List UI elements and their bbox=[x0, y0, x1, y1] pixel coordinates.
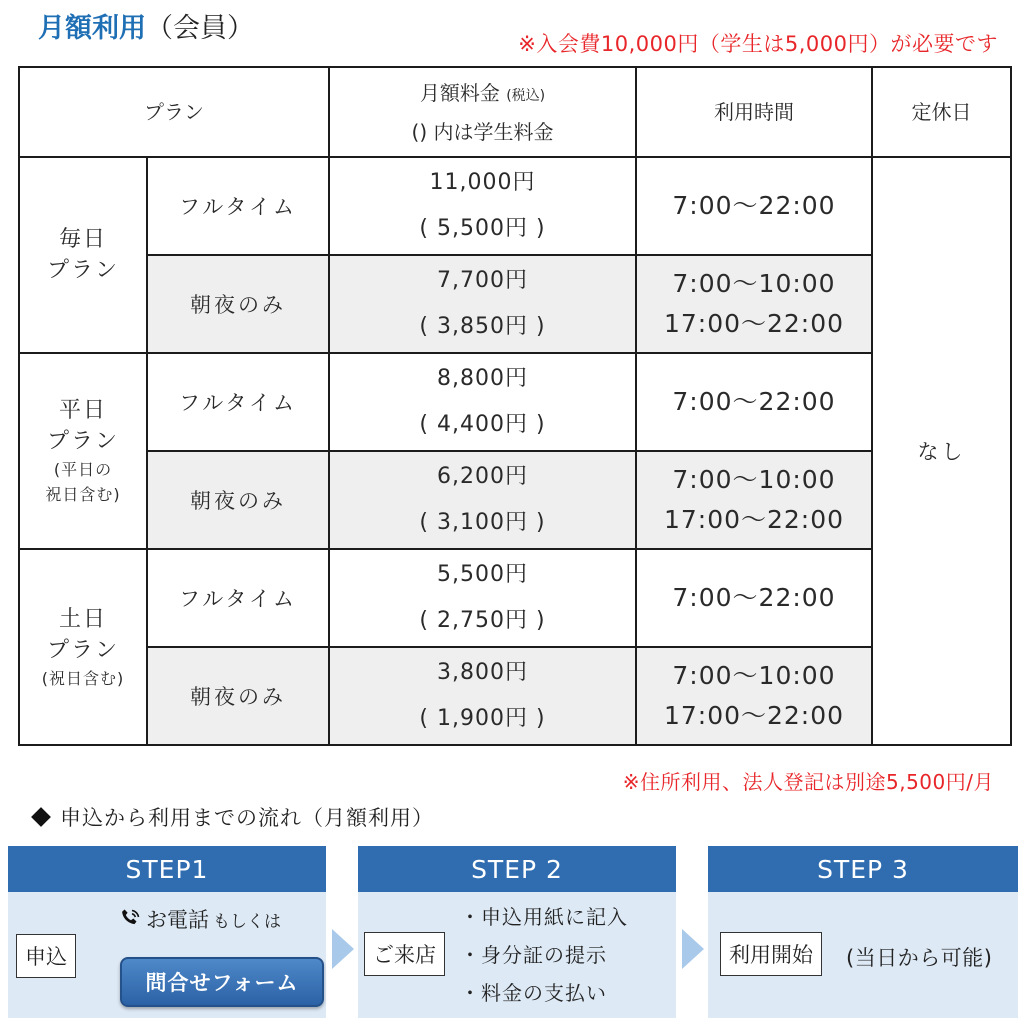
step-2-label: STEP 2 bbox=[358, 846, 676, 892]
closed-day-cell: なし bbox=[872, 157, 1011, 745]
list-item: ・料金の支払い bbox=[460, 981, 607, 1005]
price-cell: 6,200円 ( 3,100円 ) bbox=[329, 451, 636, 549]
price-cell: 11,000円 ( 5,500円 ) bbox=[329, 157, 636, 255]
table-header-row bbox=[19, 67, 1011, 157]
diamond-bullet-icon bbox=[31, 807, 51, 827]
step-arrow-icon bbox=[332, 929, 354, 969]
table-row bbox=[19, 255, 1011, 353]
plan-group-weekday: 平日 プラン (平日の 祝日含む) bbox=[19, 353, 147, 549]
inquiry-form-button[interactable]: 問合せフォーム bbox=[120, 957, 324, 1007]
header-price: 月額料金 (税込) () 内は学生料金 bbox=[329, 67, 636, 157]
phone-label: お電話 bbox=[146, 908, 209, 932]
phone-icon bbox=[118, 907, 142, 931]
flow-title bbox=[30, 802, 434, 832]
hours-cell: 7:00〜22:00 bbox=[636, 353, 872, 451]
price-cell: 7,700円 ( 3,850円 ) bbox=[329, 255, 636, 353]
step-3-panel bbox=[708, 846, 1018, 1018]
list-item: ・身分証の提示 bbox=[460, 943, 607, 967]
step-arrow-icon bbox=[682, 929, 704, 969]
title-sub: （会員） bbox=[146, 13, 254, 44]
hours-cell: 7:00〜10:00 17:00〜22:00 bbox=[636, 647, 872, 745]
price-cell: 8,800円 ( 4,400円 ) bbox=[329, 353, 636, 451]
same-day-note: (当日から可能) bbox=[846, 946, 993, 970]
entry-fee-note: ※入会費10,000円（学生は5,000円）が必要です bbox=[518, 32, 998, 56]
table-row bbox=[19, 647, 1011, 745]
step-1-label: STEP1 bbox=[8, 846, 326, 892]
start-use-box: 利用開始 bbox=[720, 932, 822, 976]
address-registration-note: ※住所利用、法人登記は別途5,500円/月 bbox=[622, 770, 994, 794]
header-plan: プラン bbox=[19, 67, 329, 157]
table-row bbox=[19, 157, 1011, 255]
header-hours: 利用時間 bbox=[636, 67, 872, 157]
table-row bbox=[19, 353, 1011, 451]
plan-group-daily: 毎日 プラン bbox=[19, 157, 147, 353]
step-1-panel bbox=[8, 846, 326, 1018]
plan-type: フルタイム bbox=[147, 157, 329, 255]
title-main: 月額利用 bbox=[38, 13, 146, 44]
header-closed: 定休日 bbox=[872, 67, 1011, 157]
plan-type: 朝夜のみ bbox=[147, 451, 329, 549]
apply-box: 申込 bbox=[16, 934, 76, 978]
price-cell: 5,500円 ( 2,750円 ) bbox=[329, 549, 636, 647]
pricing-table bbox=[18, 66, 1012, 746]
page-title bbox=[38, 6, 254, 46]
plan-group-weekend: 土日 プラン (祝日含む) bbox=[19, 549, 147, 745]
plan-type: フルタイム bbox=[147, 353, 329, 451]
hours-cell: 7:00〜10:00 17:00〜22:00 bbox=[636, 255, 872, 353]
phone-contact bbox=[118, 904, 281, 934]
step-2-panel bbox=[358, 846, 676, 1018]
price-cell: 3,800円 ( 1,900円 ) bbox=[329, 647, 636, 745]
hours-cell: 7:00〜22:00 bbox=[636, 157, 872, 255]
or-label: もしくは bbox=[213, 911, 281, 932]
table-row bbox=[19, 451, 1011, 549]
hours-cell: 7:00〜10:00 17:00〜22:00 bbox=[636, 451, 872, 549]
plan-type: 朝夜のみ bbox=[147, 647, 329, 745]
plan-type: フルタイム bbox=[147, 549, 329, 647]
step-3-label: STEP 3 bbox=[708, 846, 1018, 892]
flow-title-text: 申込から利用までの流れ（月額利用） bbox=[60, 806, 434, 830]
hours-cell: 7:00〜22:00 bbox=[636, 549, 872, 647]
visit-store-box: ご来店 bbox=[364, 932, 445, 976]
step-2-bullets bbox=[460, 898, 628, 1012]
table-row bbox=[19, 549, 1011, 647]
list-item: ・申込用紙に記入 bbox=[460, 905, 628, 929]
plan-type: 朝夜のみ bbox=[147, 255, 329, 353]
